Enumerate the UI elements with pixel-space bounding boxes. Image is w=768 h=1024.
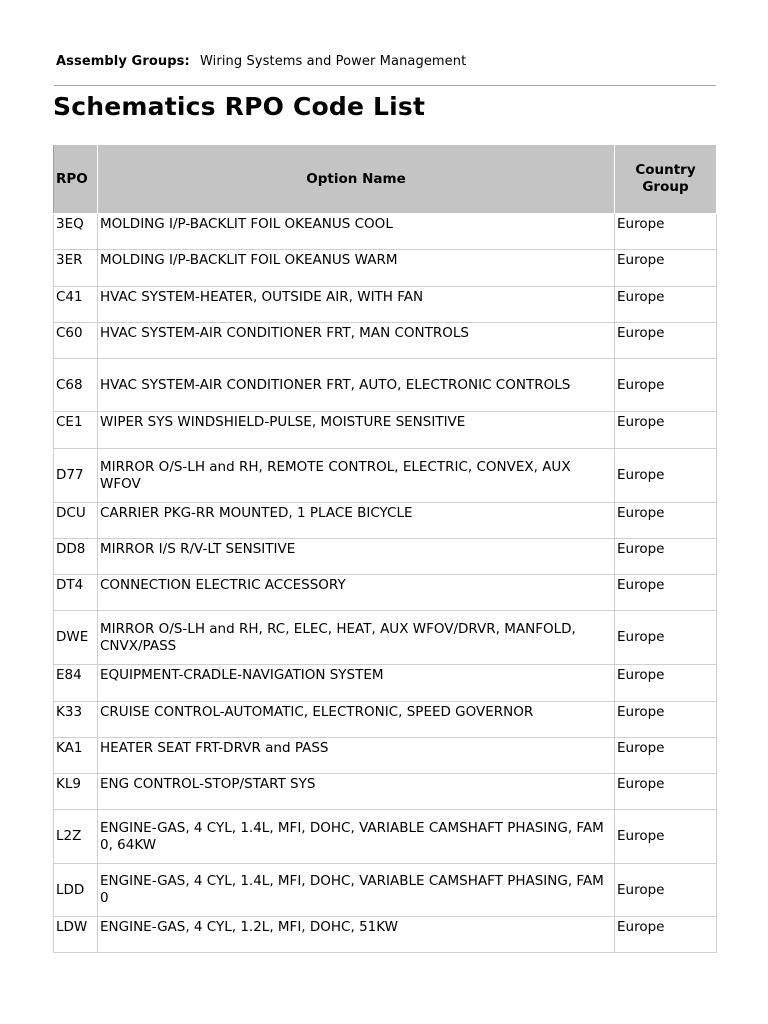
cell-option-name: CRUISE CONTROL-AUTOMATIC, ELECTRONIC, SPEED GOVERNOR <box>98 702 615 738</box>
table-row <box>54 810 717 864</box>
header-divider <box>54 85 716 86</box>
table-row <box>54 287 717 323</box>
cell-country-group: Europe <box>615 864 717 917</box>
cell-country-group: Europe <box>615 323 717 359</box>
cell-option-name: MOLDING I/P-BACKLIT FOIL OKEANUS COOL <box>98 214 615 250</box>
cell-option-name: MOLDING I/P-BACKLIT FOIL OKEANUS WARM <box>98 250 615 287</box>
table-row <box>54 917 717 953</box>
cell-option-name: HVAC SYSTEM-AIR CONDITIONER FRT, MAN CONTROLS <box>98 323 615 359</box>
cell-country-group: Europe <box>615 503 717 539</box>
cell-rpo: C60 <box>54 323 98 359</box>
cell-rpo: 3ER <box>54 250 98 287</box>
rpo-code-table <box>53 144 717 953</box>
column-header-rpo: RPO <box>54 145 98 214</box>
assembly-groups-value: Wiring Systems and Power Management <box>200 54 467 69</box>
cell-option-name: MIRROR O/S-LH and RH, RC, ELEC, HEAT, AUX WFOV/DRVR, MANFOLD, CNVX/PASS <box>98 611 615 665</box>
cell-option-name: MIRROR I/S R/V-LT SENSITIVE <box>98 539 615 575</box>
cell-rpo: LDW <box>54 917 98 953</box>
cell-rpo: CE1 <box>54 412 98 449</box>
cell-rpo: K33 <box>54 702 98 738</box>
table-row <box>54 214 717 250</box>
cell-rpo: D77 <box>54 449 98 503</box>
table-row <box>54 774 717 810</box>
table-row <box>54 412 717 449</box>
table-row <box>54 575 717 611</box>
cell-country-group: Europe <box>615 810 717 864</box>
cell-option-name: HEATER SEAT FRT-DRVR and PASS <box>98 738 615 774</box>
cell-rpo: DD8 <box>54 539 98 575</box>
table-row <box>54 665 717 702</box>
cell-country-group: Europe <box>615 702 717 738</box>
cell-rpo: KA1 <box>54 738 98 774</box>
cell-option-name: ENG CONTROL-STOP/START SYS <box>98 774 615 810</box>
table-row <box>54 738 717 774</box>
table-row <box>54 539 717 575</box>
cell-option-name: ENGINE-GAS, 4 CYL, 1.4L, MFI, DOHC, VARIABLE CAMSHAFT PHASING, FAM 0 <box>98 864 615 917</box>
cell-country-group: Europe <box>615 359 717 412</box>
cell-country-group: Europe <box>615 917 717 953</box>
cell-country-group: Europe <box>615 539 717 575</box>
cell-rpo: DWE <box>54 611 98 665</box>
cell-rpo: DT4 <box>54 575 98 611</box>
cell-option-name: CONNECTION ELECTRIC ACCESSORY <box>98 575 615 611</box>
table-row <box>54 503 717 539</box>
cell-country-group: Europe <box>615 214 717 250</box>
cell-rpo: C68 <box>54 359 98 412</box>
table-row <box>54 323 717 359</box>
cell-country-group: Europe <box>615 412 717 449</box>
cell-country-group: Europe <box>615 665 717 702</box>
table-row <box>54 864 717 917</box>
cell-country-group: Europe <box>615 449 717 503</box>
cell-rpo: DCU <box>54 503 98 539</box>
table-row <box>54 359 717 412</box>
cell-rpo: E84 <box>54 665 98 702</box>
cell-rpo: 3EQ <box>54 214 98 250</box>
cell-country-group: Europe <box>615 611 717 665</box>
cell-country-group: Europe <box>615 250 717 287</box>
column-header-country-group: Country Group <box>615 145 717 214</box>
assembly-groups-line <box>56 54 466 69</box>
page-title: Schematics RPO Code List <box>53 92 426 121</box>
table-row <box>54 250 717 287</box>
cell-option-name: EQUIPMENT-CRADLE-NAVIGATION SYSTEM <box>98 665 615 702</box>
cell-country-group: Europe <box>615 287 717 323</box>
cell-rpo: LDD <box>54 864 98 917</box>
cell-option-name: ENGINE-GAS, 4 CYL, 1.2L, MFI, DOHC, 51KW <box>98 917 615 953</box>
cell-option-name: HVAC SYSTEM-AIR CONDITIONER FRT, AUTO, ELECTRONIC CONTROLS <box>98 359 615 412</box>
cell-option-name: CARRIER PKG-RR MOUNTED, 1 PLACE BICYCLE <box>98 503 615 539</box>
cell-option-name: WIPER SYS WINDSHIELD-PULSE, MOISTURE SENSITIVE <box>98 412 615 449</box>
cell-country-group: Europe <box>615 774 717 810</box>
cell-rpo: KL9 <box>54 774 98 810</box>
cell-rpo: C41 <box>54 287 98 323</box>
table-row <box>54 611 717 665</box>
cell-option-name: ENGINE-GAS, 4 CYL, 1.4L, MFI, DOHC, VARIABLE CAMSHAFT PHASING, FAM 0, 64KW <box>98 810 615 864</box>
column-header-option-name: Option Name <box>98 145 615 214</box>
cell-option-name: MIRROR O/S-LH and RH, REMOTE CONTROL, ELECTRIC, CONVEX, AUX WFOV <box>98 449 615 503</box>
cell-country-group: Europe <box>615 575 717 611</box>
table-header-row <box>54 145 717 214</box>
assembly-groups-label: Assembly Groups: <box>56 54 190 69</box>
table-row <box>54 702 717 738</box>
cell-country-group: Europe <box>615 738 717 774</box>
table-row <box>54 449 717 503</box>
cell-rpo: L2Z <box>54 810 98 864</box>
cell-option-name: HVAC SYSTEM-HEATER, OUTSIDE AIR, WITH FAN <box>98 287 615 323</box>
